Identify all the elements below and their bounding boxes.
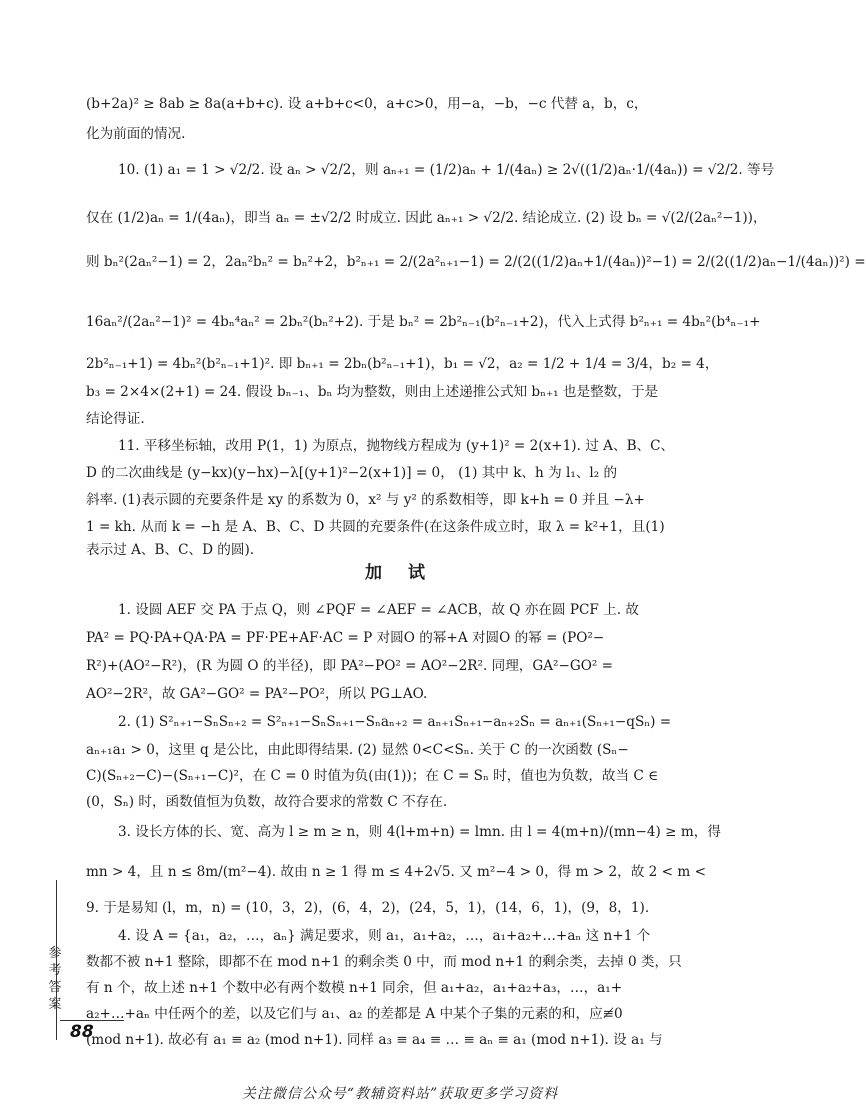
text-line: mn > 4，且 n ≤ 8m/(m²−4). 故由 n ≥ 1 得 m ≤ 4+2√5. 又 m²−4 > 0，得 m > 2，故 2 < m < — [86, 864, 706, 880]
text-line: PA² = PQ·PA+QA·PA = PF·PE+AF·AC = P 对圆O 的幂+A 对圆O 的幂 = (PO²− — [86, 630, 605, 646]
text-line: 有 n 个，故上述 n+1 个数中必有两个数模 n+1 同余，但 a₁+a₂，a₁+a₂+a₃，…，a₁+ — [86, 980, 623, 996]
text-line: 11. 平移坐标轴，改用 P(1，1) 为原点，抛物线方程成为 (y+1)² = 2(x+1). 过 A、B、C、 — [118, 438, 675, 454]
text-line: aₙ₊₁a₁ > 0，这里 q 是公比，由此即得结果. (2) 显然 0<C<Sₙ. 关于 C 的一次函数 (Sₙ− — [86, 742, 629, 758]
text-line: 斜率. (1)表示圆的充要条件是 xy 的系数为 0，x² 与 y² 的系数相等，即 k+h = 0 并且 −λ+ — [86, 492, 645, 508]
text-line: 2. (1) S²ₙ₊₁−SₙSₙ₊₂ = S²ₙ₊₁−SₙSₙ₊₁−Sₙaₙ₊₂ = aₙ₊₁Sₙ₊₁−aₙ₊₂Sₙ = aₙ₊₁(Sₙ₊₁−qSₙ) = — [118, 714, 672, 730]
text-line: (b+2a)² ≥ 8ab ≥ 8a(a+b+c). 设 a+b+c<0，a+c>0，用−a，−b，−c 代替 a，b，c， — [86, 96, 648, 112]
text-line: 10. (1) a₁ = 1 > √2/2. 设 aₙ > √2/2，则 aₙ₊₁ = (1/2)aₙ + 1/(4aₙ) ≥ 2√((1/2)aₙ·1/(4aₙ)) = √2/2. 等号 — [118, 162, 775, 178]
text-line: 结论得证. — [86, 411, 145, 427]
text-line: 3. 设长方体的长、宽、高为 l ≥ m ≥ n，则 4(l+m+n) = lmn. 由 l = 4(m+n)/(mn−4) ≥ m，得 — [118, 824, 721, 840]
text-line: 化为前面的情况. — [86, 126, 186, 142]
text-line: a₂+…+aₙ 中任两个的差，以及它们与 a₁、a₂ 的差都是 A 中某个子集的元素的和，应≢0 — [86, 1006, 623, 1022]
text-line: 1. 设圆 AEF 交 PA 于点 Q，则 ∠PQF = ∠AEF = ∠ACB，故 Q 亦在圆 PCF 上. 故 — [118, 602, 639, 618]
text-line: AO²−2R²，故 GA²−GO² = PA²−PO²，所以 PG⊥AO. — [86, 686, 428, 702]
text-line: 表示过 A、B、C、D 的圆). — [86, 542, 255, 558]
sidebar-label: 参考答案 — [48, 946, 62, 1012]
text-line: (0，Sₙ) 时，函数值恒为负数，故符合要求的常数 C 不存在. — [86, 794, 448, 810]
text-line: (mod n+1). 故必有 a₁ ≡ a₂ (mod n+1). 同样 a₃ ≡ a₄ ≡ … ≡ aₙ ≡ a₁ (mod n+1). 设 a₁ 与 — [86, 1032, 663, 1048]
text-line: 数都不被 n+1 整除，即都不在 mod n+1 的剩余类 0 中，而 mod n+1 的剩余类，去掉 0 类，只 — [86, 954, 682, 970]
text-line: 2b²ₙ₋₁+1) = 4bₙ²(b²ₙ₋₁+1)². 即 bₙ₊₁ = 2bₙ(b²ₙ₋₁+1)，b₁ = √2，a₂ = 1/2 + 1/4 = 3/4，b₂ = 4， — [86, 356, 719, 372]
text-line: 仅在 (1/2)aₙ = 1/(4aₙ)，即当 aₙ = ±√2/2 时成立. 因此 aₙ₊₁ > √2/2. 结论成立. (2) 设 bₙ = √(2/(2aₙ²−1))， — [86, 210, 767, 226]
footer-note: 关注微信公众号“教辅资料站”获取更多学习资料 — [241, 1086, 559, 1102]
text-line: D 的二次曲线是 (y−kx)(y−hx)−λ[(y+1)²−2(x+1)] = 0， (1) 其中 k、h 为 l₁、l₂ 的 — [86, 465, 618, 481]
text-line: b₃ = 2×4×(2+1) = 24. 假设 bₙ₋₁、bₙ 均为整数，则由上述递推公式知 bₙ₊₁ 也是整数，于是 — [86, 384, 659, 400]
page-number: 88 — [70, 1022, 94, 1042]
text-line: C)(Sₙ₊₂−C)−(Sₙ₊₁−C)²，在 C = 0 时值为负(由(1))；在 C = Sₙ 时，值也为负数，故当 C ∈ — [86, 768, 659, 784]
text-line: 9. 于是易知 (l，m，n) = (10，3，2)，(6，4，2)，(24，5，1)，(14，6，1)，(9，8，1). — [86, 900, 650, 916]
text-line: R²)+(AO²−R²)，(R 为圆 O 的半径)，即 PA²−PO² = AO²−2R². 同理，GA²−GO² = — [86, 658, 614, 674]
text-line: 4. 设 A = {a₁，a₂，…，aₙ} 满足要求，则 a₁，a₁+a₂，…，a₁+a₂+…+aₙ 这 n+1 个 — [118, 928, 651, 944]
text-line: 1 = kh. 从而 k = −h 是 A、B、C、D 共圆的充要条件(在这条件成立时，取 λ = k²+1，且(1) — [86, 519, 665, 535]
text-line: 16aₙ²/(2aₙ²−1)² = 4bₙ⁴aₙ² = 2bₙ²(bₙ²+2). 于是 bₙ² = 2b²ₙ₋₁(b²ₙ₋₁+2)，代入上式得 b²ₙ₊₁ = 4bₙ²(b⁴ₙ₋₁+ — [86, 314, 761, 330]
text-line: 则 bₙ²(2aₙ²−1) = 2，2aₙ²bₙ² = bₙ²+2，b²ₙ₊₁ = 2/(2a²ₙ₊₁−1) = 2/(2((1/2)aₙ+1/(4aₙ))²−1) = 2/(2((1/2)aₙ−1/(4aₙ))²) = — [86, 254, 866, 270]
section-title: 加 试 — [365, 563, 435, 583]
